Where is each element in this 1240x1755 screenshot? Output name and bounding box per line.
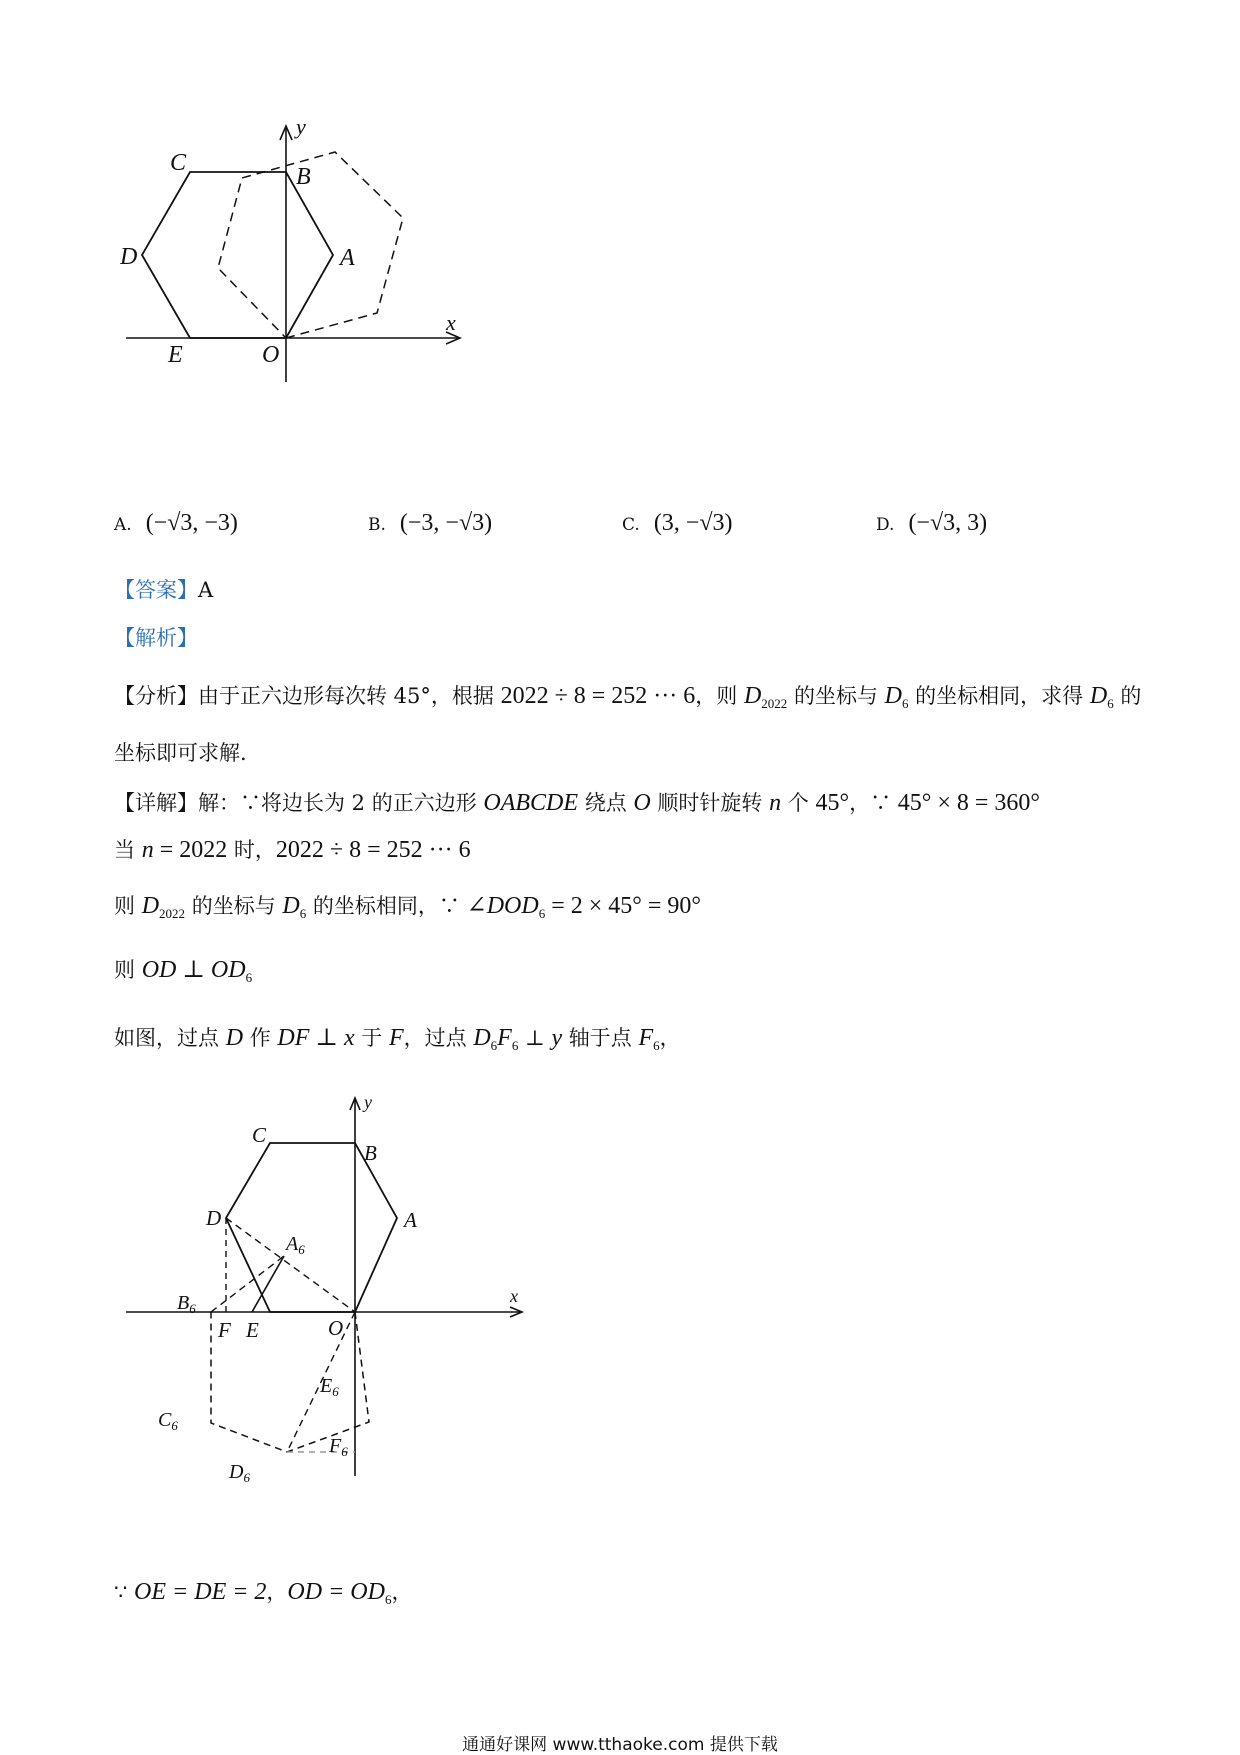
- fenxi-sym3: D: [1089, 683, 1108, 709]
- final-eq1: OE = DE = 2: [134, 1579, 267, 1605]
- label-E6: [319, 1375, 339, 1399]
- then-t3: 的坐标相同，∵: [306, 894, 467, 918]
- fenxi-t3: 的坐标与: [787, 684, 885, 708]
- answer-line: [114, 574, 213, 606]
- option-d-text: (−√3, 3): [908, 510, 988, 536]
- fig-t7: ，: [659, 1026, 681, 1050]
- fig-desc-line: [114, 1022, 681, 1062]
- xiangjie-t5: ，∵: [849, 791, 898, 815]
- option-c[interactable]: [622, 508, 733, 537]
- option-a-letter: A.: [114, 515, 132, 535]
- then-sub2: 6: [299, 906, 307, 921]
- option-d[interactable]: [876, 508, 987, 537]
- when-expr: 2022 ÷ 8 = 252 ··· 6: [275, 837, 471, 863]
- label-E6-letter: E: [320, 1375, 333, 1397]
- then-sub3: 6: [538, 906, 546, 921]
- fenxi-t4: 的坐标相同，求得: [908, 684, 1090, 708]
- label-D: D: [120, 244, 138, 270]
- option-c-letter: C.: [622, 515, 640, 535]
- perp-expr: OD ⊥ OD: [141, 957, 246, 983]
- xiangjie-line: [114, 787, 1040, 819]
- when-n: n: [141, 837, 154, 863]
- fenxi-sub3: 6: [1107, 696, 1114, 711]
- perp-t1: 则: [114, 958, 142, 982]
- fig-s3: 6: [653, 1038, 660, 1053]
- analysis-tag: 【解析】: [114, 626, 198, 650]
- label-B: B: [364, 1141, 377, 1165]
- label-y: y: [364, 1092, 372, 1112]
- fig-f6: F: [497, 1025, 512, 1051]
- final-sub: 6: [384, 1592, 392, 1607]
- label-A6-letter: A: [286, 1233, 299, 1255]
- xiangjie-eq: 45° × 8 = 360°: [897, 790, 1041, 816]
- xiangjie-tag: 【详解】: [114, 791, 198, 815]
- label-y: y: [296, 120, 306, 139]
- xiangjie-t4: 个: [781, 791, 816, 815]
- fig-df: DF ⊥ x: [277, 1025, 355, 1051]
- then-line: [114, 890, 701, 930]
- label-D6-letter: D: [229, 1461, 244, 1483]
- fig-t3: 于: [354, 1026, 389, 1050]
- fenxi-expr: 2022 ÷ 8 = 252 ··· 6: [500, 683, 696, 709]
- xiangjie-t2: 绕点: [578, 791, 634, 815]
- then-sym1: D: [141, 893, 160, 919]
- fig-y: y: [551, 1025, 563, 1051]
- label-C6-letter: C: [158, 1409, 172, 1431]
- label-C6: [158, 1409, 178, 1433]
- label-A6: [284, 1233, 305, 1257]
- option-a[interactable]: [114, 508, 238, 537]
- xiangjie-poly: OABCDE: [483, 790, 579, 816]
- xiangjie-n: n: [769, 790, 782, 816]
- final-line: [114, 1576, 412, 1616]
- then-t2: 的坐标与: [185, 894, 283, 918]
- label-O: O: [328, 1316, 344, 1340]
- label-F: F: [218, 1318, 231, 1342]
- fig-t5: ⊥: [518, 1026, 552, 1050]
- label-E: E: [168, 342, 183, 368]
- option-a-text: (−√3, −3): [145, 510, 238, 536]
- xiangjie-t1: 解：∵将边长为 2 的正六边形: [198, 791, 484, 815]
- label-x: x: [446, 310, 456, 335]
- label-B6: [177, 1292, 196, 1316]
- label-F6-letter: F: [329, 1435, 342, 1457]
- fig-d: D: [225, 1025, 244, 1051]
- label-F6: [328, 1435, 348, 1459]
- option-b-text: (−3, −√3): [399, 510, 493, 536]
- fenxi-sym2: D: [884, 683, 902, 709]
- then-eq: = 2 × 45° = 90°: [545, 893, 702, 919]
- page-footer: [0, 1730, 1240, 1755]
- hexagon-oabcde: [142, 172, 333, 338]
- label-D6: [228, 1461, 250, 1485]
- answer-tag: 【答案】: [114, 578, 198, 602]
- final-t1: ∵: [114, 1580, 135, 1604]
- then-sub1: 2022: [159, 906, 186, 921]
- when-eq: = 2022: [153, 837, 228, 863]
- fenxi-t1: 由于正六边形每次转 45°，根据: [198, 684, 501, 708]
- hexagon-oabcde: [226, 1143, 397, 1312]
- fenxi-sub1: 2022: [761, 696, 788, 711]
- fenxi-t5: 的: [1113, 684, 1142, 708]
- label-C: C: [170, 150, 187, 176]
- fenxi-line2-text: 坐标即可求解.: [114, 741, 247, 765]
- fig-f6b: F: [638, 1025, 654, 1051]
- fig-t6: 轴于点: [562, 1026, 639, 1050]
- label-A: A: [404, 1208, 417, 1232]
- figure-2-axes: [126, 1098, 522, 1476]
- perp-sub: 6: [245, 970, 253, 985]
- fenxi-sub2: 6: [902, 696, 909, 711]
- label-B6-sub: 6: [189, 1301, 196, 1316]
- label-E: E: [246, 1318, 259, 1342]
- perp-line: [114, 954, 252, 994]
- option-b-letter: B.: [368, 515, 386, 535]
- xiangjie-t3: 顺时针旋转: [650, 791, 770, 815]
- answer-options: [0, 508, 1240, 558]
- label-C: C: [252, 1123, 267, 1147]
- fig-s1: 6: [490, 1038, 498, 1053]
- footer-text: 通通好课网 www.tthaoke.com 提供下载: [462, 1735, 778, 1755]
- fig-f: F: [388, 1025, 404, 1051]
- analysis-line: [114, 622, 198, 654]
- fig-t2: 作: [243, 1026, 278, 1050]
- label-E6-sub: 6: [332, 1384, 339, 1399]
- fenxi-line-1: [114, 680, 1141, 720]
- label-D6-sub: 6: [243, 1470, 250, 1485]
- label-O: O: [262, 342, 280, 368]
- fig-s2: 6: [511, 1038, 519, 1053]
- then-t1: 则: [114, 894, 142, 918]
- option-b[interactable]: [368, 508, 492, 537]
- label-F6-sub: 6: [341, 1444, 348, 1459]
- label-D: D: [206, 1206, 222, 1230]
- label-A6-sub: 6: [298, 1242, 305, 1257]
- xiangjie-deg: 45°: [815, 790, 850, 816]
- fenxi-tag: 【分析】: [114, 684, 198, 708]
- fig-t4: ，过点: [403, 1026, 474, 1050]
- answer-value: A: [198, 578, 214, 602]
- then-angle: ∠DOD: [466, 893, 539, 919]
- option-d-letter: D.: [876, 515, 895, 535]
- label-C6-sub: 6: [171, 1418, 178, 1433]
- then-sym2: D: [282, 893, 300, 919]
- final-t3: ，: [391, 1580, 413, 1604]
- final-t2: ，: [266, 1580, 288, 1604]
- label-B6-letter: B: [177, 1292, 190, 1314]
- figure-1-hexagon-rotation: [120, 120, 540, 440]
- label-x: x: [510, 1286, 518, 1306]
- rotated-hexagon-dashed: [211, 1312, 369, 1452]
- fig-t1: 如图，过点: [114, 1026, 226, 1050]
- label-A: A: [340, 245, 355, 271]
- fig-d6: D: [473, 1025, 491, 1051]
- fenxi-t2: ，则: [695, 684, 744, 708]
- option-c-text: (3, −√3): [653, 510, 733, 536]
- label-B: B: [296, 164, 311, 190]
- figure-2-hexagon-construction: [114, 1090, 534, 1500]
- xiangjie-pt: O: [633, 790, 651, 816]
- final-eq2: OD = OD: [287, 1579, 385, 1605]
- when-t2: 时，: [227, 838, 276, 862]
- when-line: [114, 834, 471, 866]
- fenxi-line-2: [114, 737, 247, 769]
- fenxi-sym1: D: [743, 683, 762, 709]
- when-t1: 当: [114, 838, 142, 862]
